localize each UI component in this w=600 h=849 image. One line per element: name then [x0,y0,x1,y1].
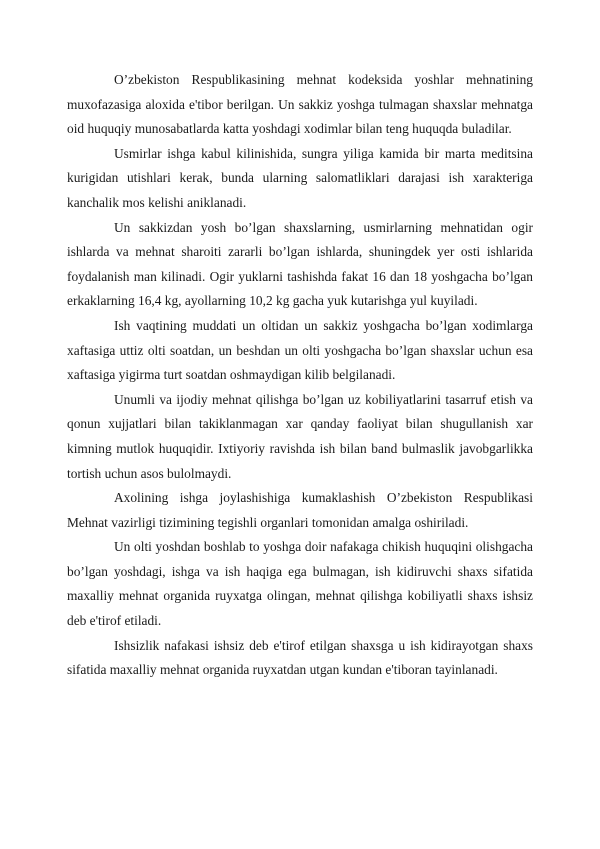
paragraph-3: Un sakkizdan yosh bo’lgan shaxslarning, usmirlarning mehnatidan ogir ishlarda va mehnat sharoiti zararli bo’lgan ishlarda, shuningdek yer osti ishlarida foydalanish man kilinadi. Ogir yuklarni tashishda fakat 16 dan 18 yoshgacha bo’lgan erkaklarning 16,4 kg, ayollarning 10,2 kg gacha yuk kutarishga yul kuyiladi. [67,219,533,309]
paragraph-5: Unumli va ijodiy mehnat qilishga bo’lgan uz kobiliyatlarini tasarruf etish va qonun xujjatlari bilan takiklanmagan xar qanday faoliyat bilan shugullanish xar kimning mutlok huquqidir. Ixtiyoriy ravishda ish bilan band bulmaslik javobgarlikka tortish uchun asos bulolmaydi. [67,391,533,481]
paragraph-6: Axolining ishga joylashishiga kumaklashish O’zbekiston Respublikasi Mehnat vazirligi tizimining tegishli organlari tomonidan amalga oshiriladi. [67,490,533,530]
paragraph-4: Ish vaqtining muddati un oltidan un sakkiz yoshgacha bo’lgan xodimlarga xaftasiga uttiz olti soatdan, un beshdan un olti yoshgacha bo’lgan shaxslar uchun esa xaftasiga yigirma turt soatdan oshmaydigan kilib belgilanadi. [67,317,533,383]
paragraph-8: Ishsizlik nafakasi ishsiz deb e'tirof etilgan shaxsga u ish kidirayotgan shaxs sifatida maxalliy mehnat organida ruyxatdan utgan kundan e'tiboran tayinlanadi. [67,637,533,678]
document-page [67,68,533,683]
paragraph-2: Usmirlar ishga kabul kilinishida, sungra yiliga kamida bir marta meditsina kurigidan utishlari kerak, bunda ularning salomatliklari darajasi ish xarakteriga kanchalik mos kelishi aniklanadi. [67,145,533,210]
paragraph-1: O’zbekiston Respublikasining mehnat kodeksida yoshlar mehnatining muxofazasiga aloxida e'tibor berilgan. Un sakkiz yoshga tulmagan shaxslar mehnatga oid huquqiy munosabatlarda katta yoshdagi xodimlar bilan teng huquqda buladilar. [67,72,533,137]
paragraph-7: Un olti yoshdan boshlab to yoshga doir nafakaga chikish huquqini olishgacha bo’lgan yoshdagi, ishga va ish haqiga ega bulmagan, ish kidiruvchi shaxs sifatida maxalliy mehnat organida ruyxatga olingan, mehnat qilishga kobiliyatli shaxs ishsiz deb e'tirof etiladi. [67,539,533,629]
